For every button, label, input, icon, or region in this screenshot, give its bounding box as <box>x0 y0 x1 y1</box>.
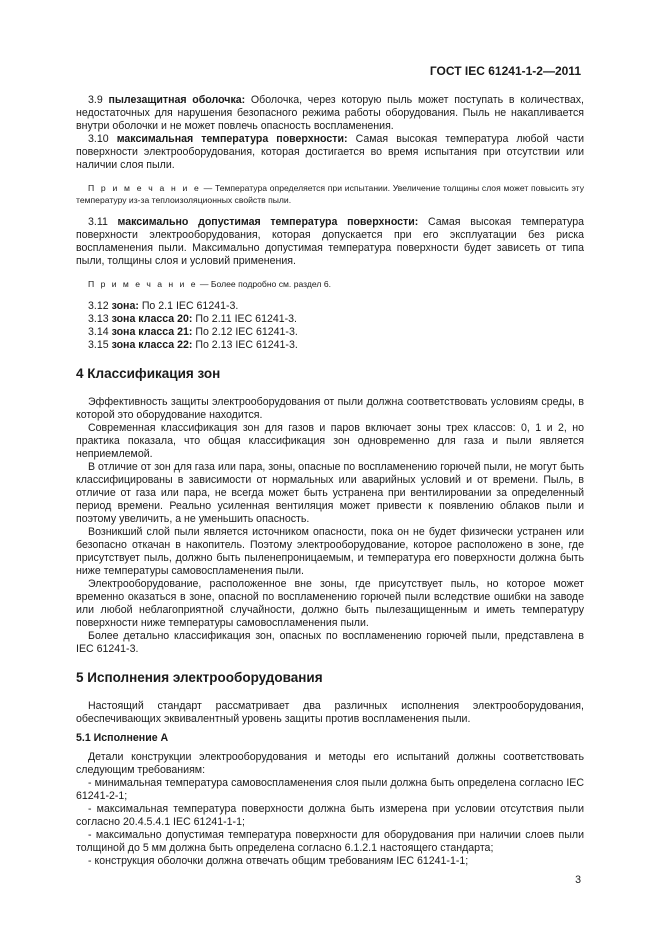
note-label: П р и м е ч а н и е <box>88 279 198 289</box>
clause-3-10 <box>76 133 584 172</box>
section-4-title: 4 Классификация зон <box>76 366 221 381</box>
clause-number: 3.12 <box>88 300 109 312</box>
subsection-5-1-intro: Детали конструкции электрооборудования и методы его испытаний должны соответствовать следующим требованиям: <box>76 751 584 776</box>
clause-term: пылезащитная оболочка: <box>108 94 246 106</box>
subsection-5-1-title: 5.1 Исполнение А <box>76 732 169 744</box>
clause-term: максимально допустимая температура поверхности: <box>117 216 419 228</box>
clause-number: 3.10 <box>88 133 109 145</box>
clause-term: зона класса 22: <box>111 339 193 351</box>
section-4-paragraph: Возникший слой пыли является источником опасности, пока он не будет физически устранен или безопасно откачан в накопитель. Поэтому электрооборудование, которое расположено в зоне, где присутствует пыль, должно быть пыленепроницаемым, и температура его поверхности должна быть ниже температуры самовоспламенения пыли. <box>76 526 584 577</box>
clause-text: Самая высокая температура поверхности электрооборудования, которая допускается при его эксплуатации без риска воспламенения пыли. Максимально допустимая температура поверхности будет зависеть от типа пыли, толщины слоя и условий применения. <box>76 216 584 267</box>
list-item: - максимально допустимая температура поверхности для оборудования при наличии слоев пыли толщиной до 5 мм должна быть определена согласно 6.1.2.1 настоящего стандарта; <box>76 829 584 854</box>
clause-3-15 <box>76 339 584 352</box>
clause-term: зона: <box>111 300 139 312</box>
clause-number: 3.9 <box>88 94 103 106</box>
clause-term: зона класса 21: <box>111 326 193 338</box>
section-4-paragraph: Более детально классификация зон, опасных по воспламенению горючей пыли, представлена в IEC 61241-3. <box>76 630 584 655</box>
section-4-paragraph: В отличие от зон для газа или пара, зоны, опасные по воспламенению горючей пыли, не могут быть классифицированы в зависимости от нормальных или аварийных условий и от времени. Пыль, в отличие от газа или пара, не всегда может быть устранена при вентилировании за определенный период времени. Реально усиленная вентиляция может привести к появлению облаков пыли и поэтому увеличить, а не уменьшить опасность. <box>76 461 584 525</box>
clause-text: По 2.13 IEC 61241-3. <box>192 339 298 351</box>
section-4-paragraph: Эффективность защиты электрооборудования от пыли должна соответствовать условиям среды, в которой это оборудование находится. <box>76 396 584 421</box>
note-text: — Более подробно см. раздел 6. <box>197 279 331 289</box>
clause-term: максимальная температура поверхности: <box>116 133 348 145</box>
clause-3-12 <box>76 300 584 313</box>
clause-number: 3.11 <box>88 216 108 228</box>
clause-3-14 <box>76 326 584 339</box>
clause-number: 3.14 <box>88 326 109 338</box>
list-item: - максимальная температура поверхности должна быть измерена при условии отсутствия пыли согласно 20.4.5.4.1 IEC 61241-1-1; <box>76 803 584 828</box>
section-5-intro: Настоящий стандарт рассматривает два различных исполнения электрооборудования, обеспечивающих эквивалентный уровень защиты против воспламенения пыли. <box>76 700 584 725</box>
list-item: - минимальная температура самовоспламенения слоя пыли должна быть определена согласно IEC 61241-2-1; <box>76 777 584 802</box>
clause-term: зона класса 20: <box>111 313 193 325</box>
clause-3-9 <box>76 94 584 133</box>
clause-text: По 2.1 IEC 61241-3. <box>138 300 239 312</box>
clause-text: Самая высокая температура любой части поверхности электрооборудования, которая достигается во время испытания при отсутствии или наличии слоя пыли. <box>76 133 584 171</box>
note-1 <box>76 182 584 206</box>
document-header: ГОСТ IEC 61241-1-2—2011 <box>429 64 581 78</box>
list-item: - конструкция оболочки должна отвечать общим требованиям IEC 61241-1-1; <box>88 855 469 867</box>
section-5-title: 5 Исполнения электрооборудования <box>76 670 323 685</box>
clause-number: 3.13 <box>88 313 109 325</box>
section-4-paragraph: Современная классификация зон для газов и паров включает зоны трех классов: 0, 1 и 2, но практика показала, что общая классификация зон одновременно для газа и пыли является неприемлемой. <box>76 422 584 460</box>
clause-3-11 <box>76 216 584 268</box>
clause-number: 3.15 <box>88 339 109 351</box>
section-4-paragraph: Электрооборудование, расположенное вне зоны, где присутствует пыль, но которое может временно оказаться в зоне, опасной по воспламенению горючей пыли вследствие ошибки на заводе или любой неблагоприятной случайности, должно быть пылезащищенным и иметь температуру поверхности ниже температуры самовоспламенения пыли. <box>76 578 584 629</box>
note-2 <box>76 278 584 290</box>
note-label: П р и м е ч а н и е <box>88 183 201 193</box>
note-text: — Температура определяется при испытании. Увеличение толщины слоя может повысить эту температуру из-за теплоизоляционных свойств пыли. <box>76 183 584 205</box>
clause-text: По 2.11 IEC 61241-3. <box>192 313 297 325</box>
clause-text: Оболочка, через которую пыль может поступать в количествах, недостаточных для нарушения безопасного режима работы оборудования. Пыль не накапливается внутри оболочки и не может повлечь опасность воспламенения. <box>76 94 584 132</box>
page-number: 3 <box>575 874 581 886</box>
clause-3-13 <box>76 313 584 326</box>
document-body <box>76 94 584 868</box>
clause-text: По 2.12 IEC 61241-3. <box>192 326 298 338</box>
